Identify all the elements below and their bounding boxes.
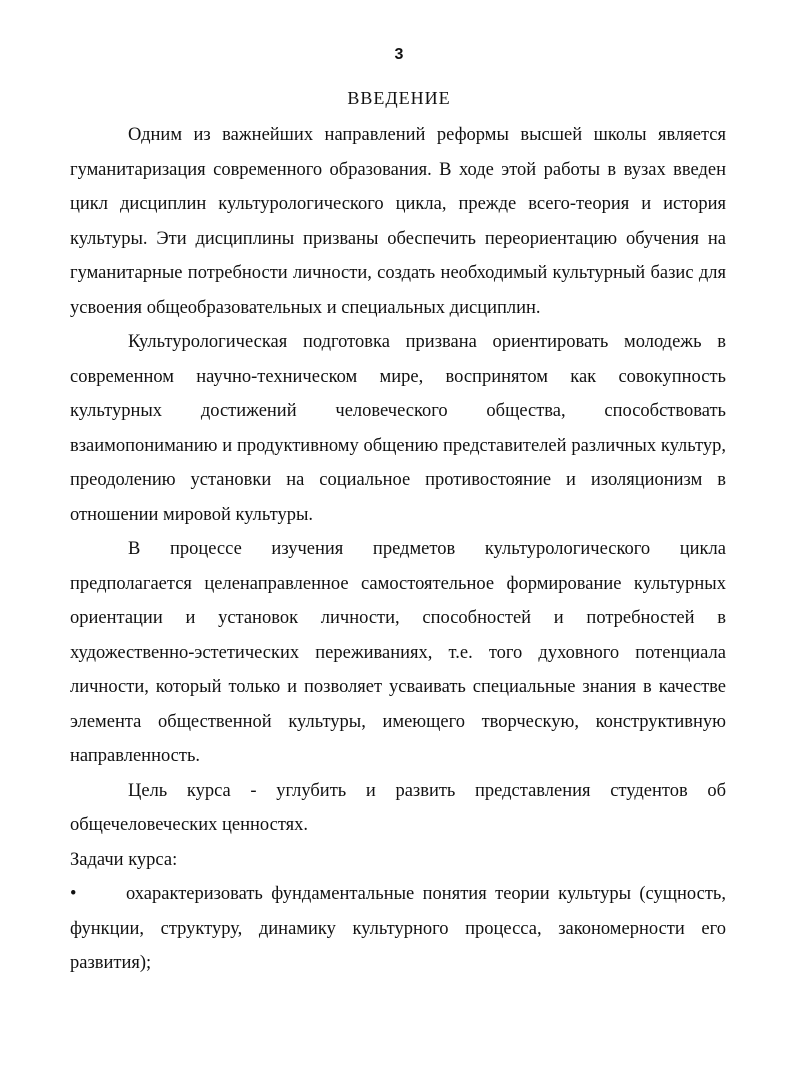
document-body [70, 118, 726, 981]
paragraph-study-process: В процессе изучения предметов культурологического цикла предполагается целенаправленное самостоятельное формирование культурных ориентации и установок личности, способностей и потребностей в художественно-эстетических переживаниях, т.е. того духовного потенциала личности, который только и позволяет усваивать специальные знания в качестве элемента общественной культуры, имеющего творческую, конструктивную направленность. [70, 539, 726, 766]
task-item [70, 877, 726, 981]
paragraph-cultural-training: Культурологическая подготовка призвана ориентировать молодежь в современном научно-техническом мире, воспринятом как совокупность культурных достижений человеческого общества, способствовать взаимопониманию и продуктивному общению представителей различных культур, преодолению установки на социальное противостояние и изоляционизм в отношении мировой культуры. [70, 332, 726, 525]
paragraph-intro: Одним из важнейших направлений реформы высшей школы является гуманитаризация современного образования. В ходе этой работы в вузах введен цикл дисциплин культурологического цикла, прежде всего-теория и история культуры. Эти дисциплины призваны обеспечить переориентацию обучения на гуманитарные потребности личности, создать необходимый культурный базис для усвоения общеобразовательных и специальных дисциплин. [70, 125, 726, 318]
document-title: ВВЕДЕНИЕ [347, 88, 451, 108]
task-item-text: охарактеризовать фундаментальные понятия теории культуры (сущность, функции, структуру, динамику культурного процесса, закономерности его развития); [70, 884, 726, 973]
paragraph-course-goal: Цель курса - углубить и развить представления студентов об общечеловеческих ценностях. [70, 780, 726, 835]
bullet-icon: • [70, 884, 77, 904]
tasks-heading: Задачи курса: [70, 849, 178, 870]
page-number: 3 [394, 46, 404, 63]
